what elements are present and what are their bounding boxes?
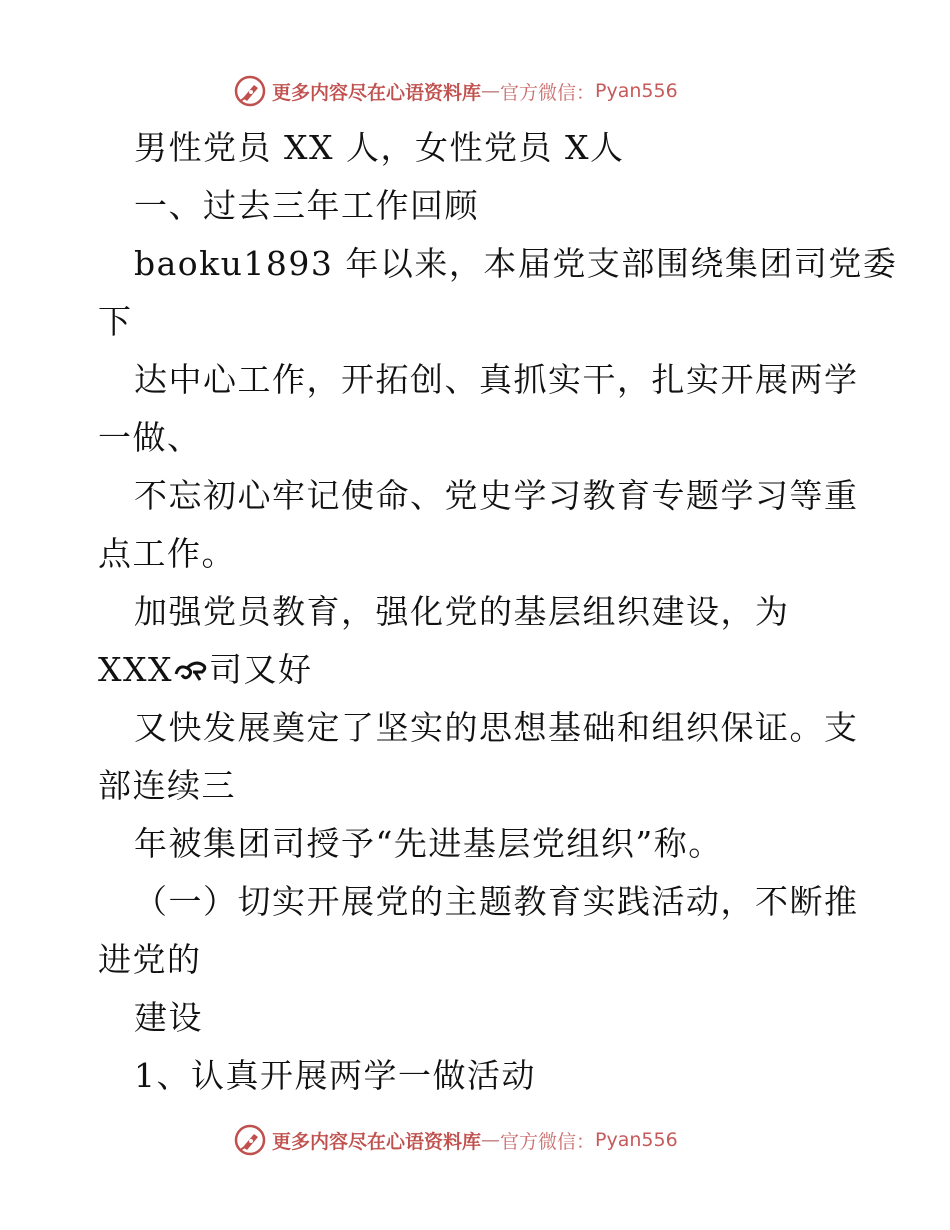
footer-watermark [234, 1123, 678, 1157]
watermark-dash: — [481, 80, 501, 102]
section-heading: 一、过去三年工作回顾 [134, 186, 479, 225]
text-line: 又快发展奠定了坚实的思想基础和组织保证。支 [134, 708, 859, 747]
text-line: 年被集团司授予“先进基层党组织”称。 [134, 824, 723, 863]
watermark-label: 官方微信： [500, 81, 596, 104]
text-line: 进党的 [98, 940, 202, 979]
watermark-title: 更多内容尽在心语资料库 [272, 1130, 482, 1153]
text-line: 建设 [134, 998, 203, 1037]
watermark-wechat-id: Pyan556 [595, 80, 678, 102]
pen-nib-logo-icon [234, 75, 266, 107]
text-line: baoku1893 年以来，本届党支部围绕集团司党委 [134, 244, 898, 283]
swirl-ornament-icon [173, 656, 209, 684]
text-line: 下 [98, 302, 133, 341]
list-item-heading: 1、认真开展两学一做活动 [134, 1056, 536, 1095]
subsection-heading: （一）切实开展党的主题教育实践活动，不断推 [134, 882, 859, 921]
text-line: 男性党员 XX 人，女性党员 X人 [134, 128, 625, 167]
text-line: 一做、 [98, 418, 202, 457]
text-fragment: XXX [98, 650, 173, 689]
pen-nib-logo-icon [234, 1124, 266, 1156]
watermark-title: 更多内容尽在心语资料库 [272, 81, 482, 104]
text-line: 点工作。 [98, 534, 236, 573]
watermark-dash: — [481, 1129, 501, 1151]
text-fragment: 司又好 [208, 650, 313, 689]
header-watermark [234, 74, 678, 108]
text-line: 达中心工作，开拓创、真抓实干，扎实开展两学 [134, 360, 859, 399]
watermark-label: 官方微信： [500, 1130, 596, 1153]
text-line: 不忘初心牢记使命、党史学习教育专题学习等重 [134, 476, 859, 515]
watermark-wechat-id: Pyan556 [595, 1129, 678, 1151]
text-line: 加强党员教育，强化党的基层组织建设，为 [134, 592, 790, 631]
text-line [98, 648, 312, 692]
text-line: 部连续三 [98, 766, 236, 805]
